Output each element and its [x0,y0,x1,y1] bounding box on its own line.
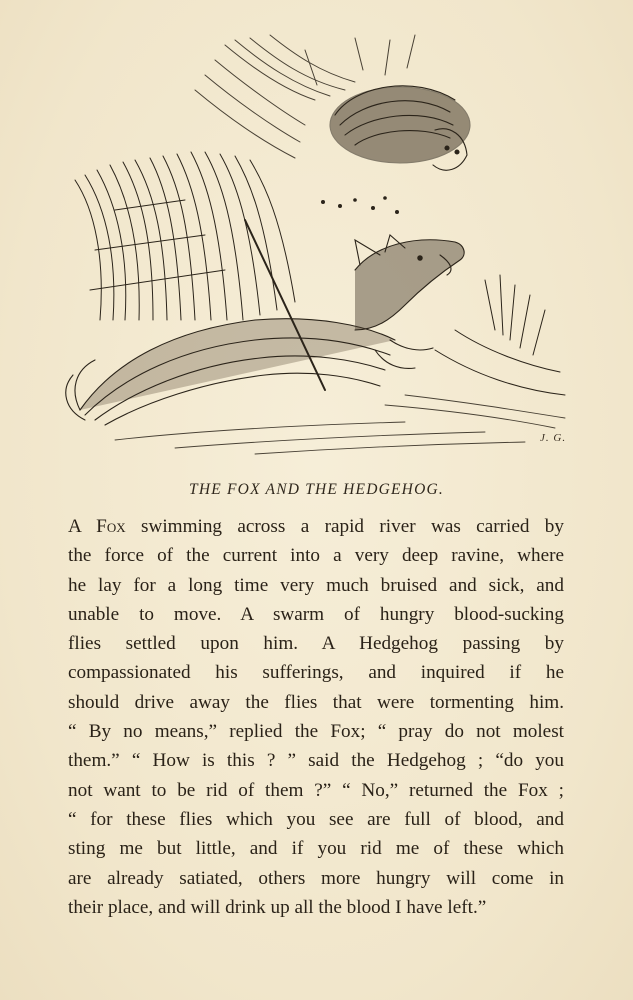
text-line: “ By no means,” replied the Fox; “ pray do not molest [68,721,564,743]
text-line: the force of the current into a very deep ravine, where [68,545,564,567]
fable-text [68,512,564,922]
text-line: sting me but little, and if you rid me of these which [68,838,564,860]
text-line: he lay for a long time very much bruised and sick, and [68,574,564,596]
text-line: should drive away the flies that were tormenting him. [68,691,564,713]
text-line: them.” “ How is this ? ” said the Hedgehog ; “do you [68,750,564,772]
text-line: unable to move. A swarm of hungry blood-sucking [68,603,564,625]
text-line: are already satiated, others more hungry will come in [68,867,564,889]
text-line: A Fox swimming across a rapid river was carried by [68,516,564,537]
illustration-caption: THE FOX AND THE HEDGEHOG. [189,481,444,498]
lead-caps: A Fox [68,516,126,537]
text-line: compassionated his sufferings, and inquired if he [68,662,564,684]
text-line: “ for these flies which you see are full of blood, and [68,808,564,830]
text-line: flies settled upon him. A Hedgehog passing by [68,633,564,655]
fox-and-hedgehog-engraving [55,30,585,460]
text-line: their place, and will drink up all the blood I have left.” [68,896,487,918]
illustrator-signature: J. G. [540,432,567,444]
text-line: not want to be rid of them ?” “ No,” returned the Fox ; [68,779,564,801]
